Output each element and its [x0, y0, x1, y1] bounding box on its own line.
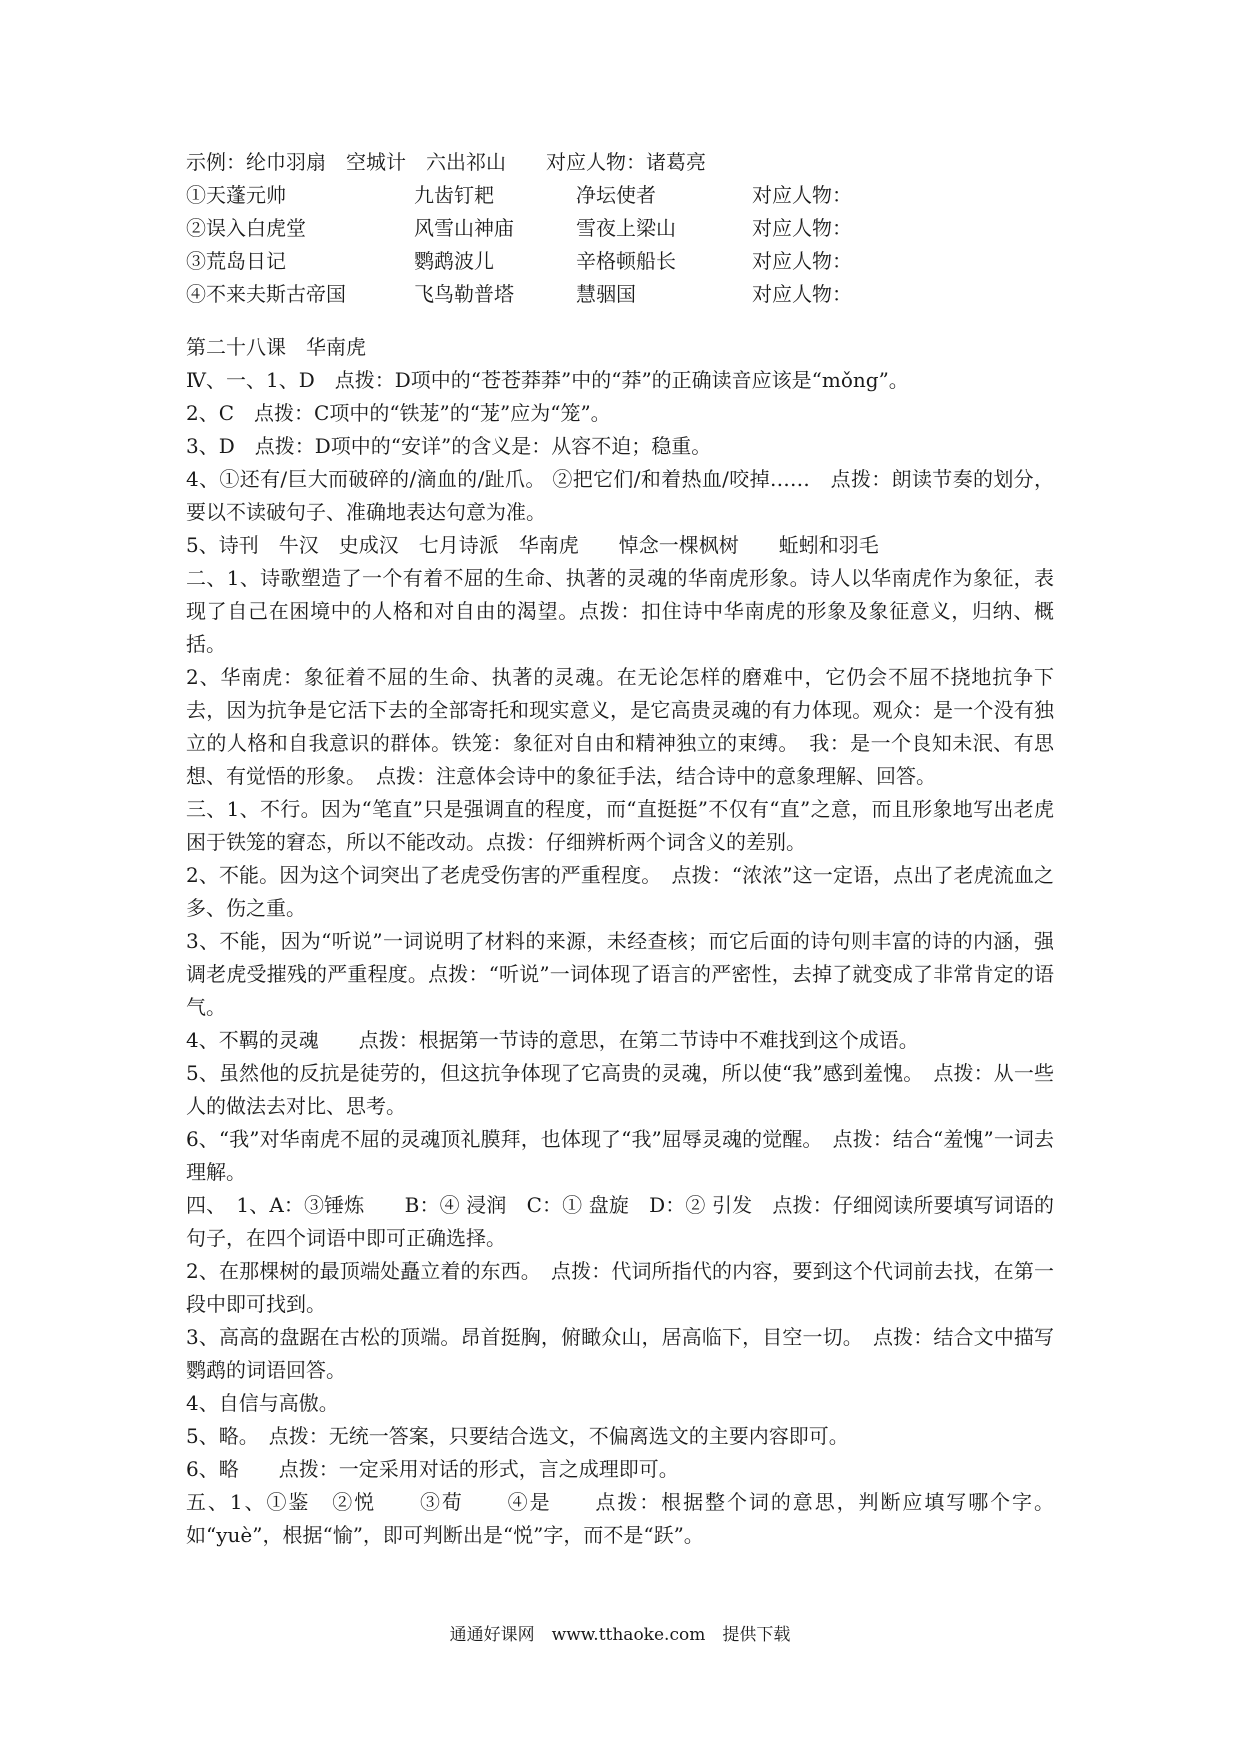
grid-cell: 辛格顿船长 [576, 249, 676, 273]
grid-cell: 雪夜上梁山 [576, 216, 676, 240]
grid-cell: ②误入白虎堂 [186, 216, 306, 240]
lesson-title: 第二十八课 华南虎 [186, 335, 366, 359]
grid-cell: 对应人物： [752, 249, 852, 273]
grid-cell: 对应人物： [752, 183, 852, 207]
answer-paragraph: 4、不羁的灵魂 点拨：根据第一节诗的意思，在第二节诗中不难找到这个成语。 [186, 1028, 919, 1052]
answer-paragraph: 2、华南虎：象征着不屈的生命、执著的灵魂。在无论怎样的磨难中，它仍会不屈不挠地抗争下去，因为抗争是它活下去的全部寄托和现实意义，是它高贵灵魂的有力体现。观众：是一个没有独立的人格和自我意识的群体。铁笼：象征对自由和精神独立的束缚。 我：是一个良知未泯、有思想、有觉悟的形象。 点拨：注意体会诗中的象征手法，结合诗中的意象理解、回答。 [186, 665, 1054, 788]
answer-paragraph: 5、略。 点拨：无统一答案，只要结合选文，不偏离选文的主要内容即可。 [186, 1424, 849, 1448]
example-line [186, 146, 1054, 179]
grid-cell: ③荒岛日记 [186, 249, 286, 273]
answer-paragraph: 三、1、不行。因为“笔直”只是强调直的程度，而“直挺挺”不仅有“直”之意，而且形象地写出老虎困于铁笼的窘态，所以不能改动。点拨：仔细辨析两个词含义的差别。 [186, 797, 1054, 854]
grid-cell: 慧骃国 [576, 282, 636, 306]
answer-paragraph: Ⅳ、一、1、D 点拨：D项中的“苍苍莽莽”中的“莽”的正确读音应该是“mǒng”。 [186, 368, 909, 392]
example-text: 示例：纶巾羽扇 空城计 六出祁山 对应人物：诸葛亮 [186, 150, 706, 174]
page-footer: 通通好课网 www.tthaoke.com 提供下载 [449, 1625, 791, 1645]
answer-content [186, 146, 1054, 1552]
grid-cell: 飞鸟勒普塔 [414, 282, 514, 306]
answer-paragraph: 3、D 点拨：D项中的“安详”的含义是：从容不迫；稳重。 [186, 434, 712, 458]
answer-paragraph: 4、①还有/巨大而破碎的/滴血的/趾爪。 ②把它们/和着热血/咬掉…… 点拨：朗读节奏的划分，要以不读破句子、准确地表达句意为准。 [186, 467, 1054, 524]
grid-row [186, 245, 1054, 278]
answer-paragraph: 2、不能。因为这个词突出了老虎受伤害的严重程度。 点拨：“浓浓”这一定语，点出了老虎流血之多、伤之重。 [186, 863, 1054, 920]
answer-paragraph: 5、虽然他的反抗是徒劳的，但这抗争体现了它高贵的灵魂，所以使“我”感到羞愧。 点拨：从一些人的做法去对比、思考。 [186, 1061, 1054, 1118]
answer-paragraph: 6、略 点拨：一定采用对话的形式，言之成理即可。 [186, 1457, 679, 1481]
grid-cell: 对应人物： [752, 216, 852, 240]
answer-paragraph: 2、在那棵树的最顶端处矗立着的东西。 点拨：代词所指代的内容，要到这个代词前去找，在第一段中即可找到。 [186, 1259, 1054, 1316]
grid-row [186, 179, 1054, 212]
answer-paragraph: 2、C 点拨：C项中的“铁茏”的“茏”应为“笼”。 [186, 401, 611, 425]
answer-paragraph: 五、1、①鉴 ②悦 ③荀 ④是 点拨：根据整个词的意思，判断应填写哪个字。如“yuè”，根据“愉”，即可判断出是“悦”字，而不是“跃”。 [186, 1490, 1054, 1547]
grid-cell: 风雪山神庙 [414, 216, 514, 240]
grid-cell: ①天蓬元帅 [186, 183, 286, 207]
answer-paragraph: 3、高高的盘踞在古松的顶端。昂首挺胸，俯瞰众山，居高临下，目空一切。 点拨：结合文中描写鹦鹉的词语回答。 [186, 1325, 1054, 1382]
answer-paragraph: 4、自信与高傲。 [186, 1391, 339, 1415]
section-gap [186, 311, 1054, 331]
grid-row [186, 278, 1054, 311]
grid-cell: 净坛使者 [576, 183, 656, 207]
grid-cell: 鹦鹉波儿 [414, 249, 494, 273]
grid-cell: 对应人物： [752, 282, 852, 306]
answer-paragraph: 6、“我”对华南虎不屈的灵魂顶礼膜拜，也体现了“我”屈辱灵魂的觉醒。 点拨：结合“羞愧”一词去理解。 [186, 1127, 1054, 1184]
answer-paragraph: 二、1、诗歌塑造了一个有着不屈的生命、执著的灵魂的华南虎形象。诗人以华南虎作为象征，表现了自己在困境中的人格和对自由的渴望。点拨：扣住诗中华南虎的形象及象征意义，归纳、概括。 [186, 566, 1054, 656]
answer-paragraph: 3、不能，因为“听说”一词说明了材料的来源，未经查核；而它后面的诗句则丰富的诗的内涵，强调老虎受摧残的严重程度。点拨：“听说”一词体现了语言的严密性，去掉了就变成了非常肯定的语气。 [186, 929, 1054, 1019]
grid-row [186, 212, 1054, 245]
answer-paragraph: 5、诗刊 牛汉 史成汉 七月诗派 华南虎 悼念一棵枫树 蚯蚓和羽毛 [186, 533, 879, 557]
grid-cell: ④不来夫斯古帝国 [186, 282, 346, 306]
answer-paragraph: 四、 1、A：③锤炼 B：④ 浸润 C：① 盘旋 D：② 引发 点拨：仔细阅读所要填写词语的句子，在四个词语中即可正确选择。 [186, 1193, 1054, 1250]
grid-cell: 九齿钉耙 [414, 183, 494, 207]
